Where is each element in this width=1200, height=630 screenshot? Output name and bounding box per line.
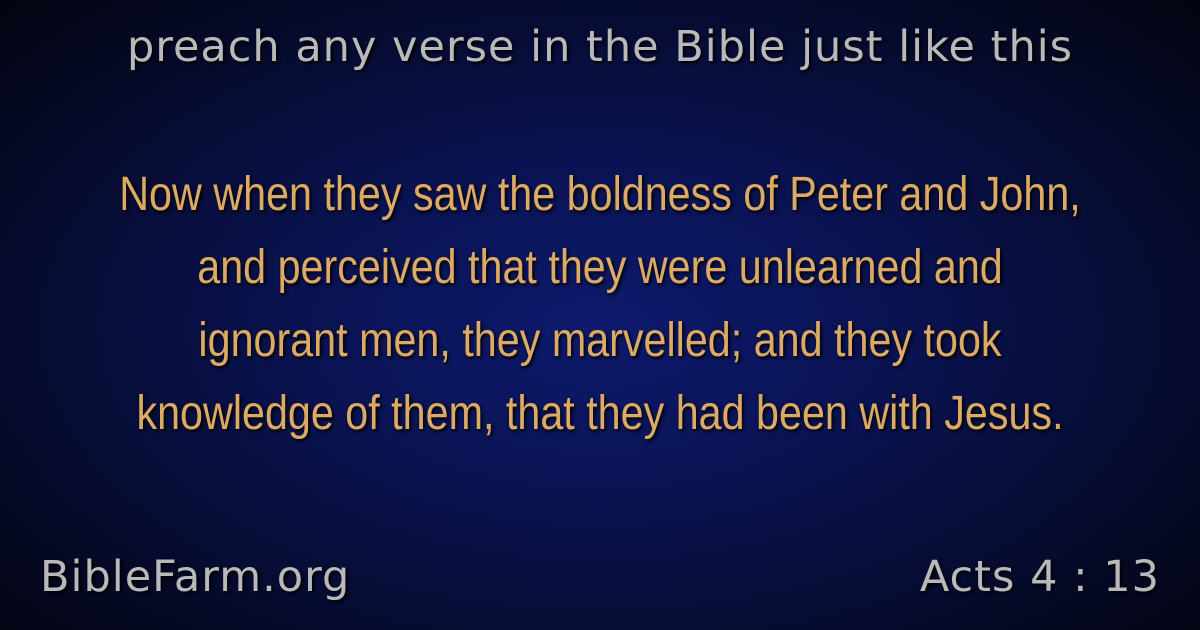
verse-text: Now when they saw the boldness of Peter and John, and perceived that they were unlearned and ignorant men, they marvelled; and they took knowledge of them, that they had been with Jesus. <box>119 168 1081 440</box>
tagline: preach any verse in the Bible just like this <box>126 22 1074 72</box>
site-name: BibleFarm.org <box>40 552 351 602</box>
verse-reference: Acts 4 : 13 <box>919 552 1160 602</box>
